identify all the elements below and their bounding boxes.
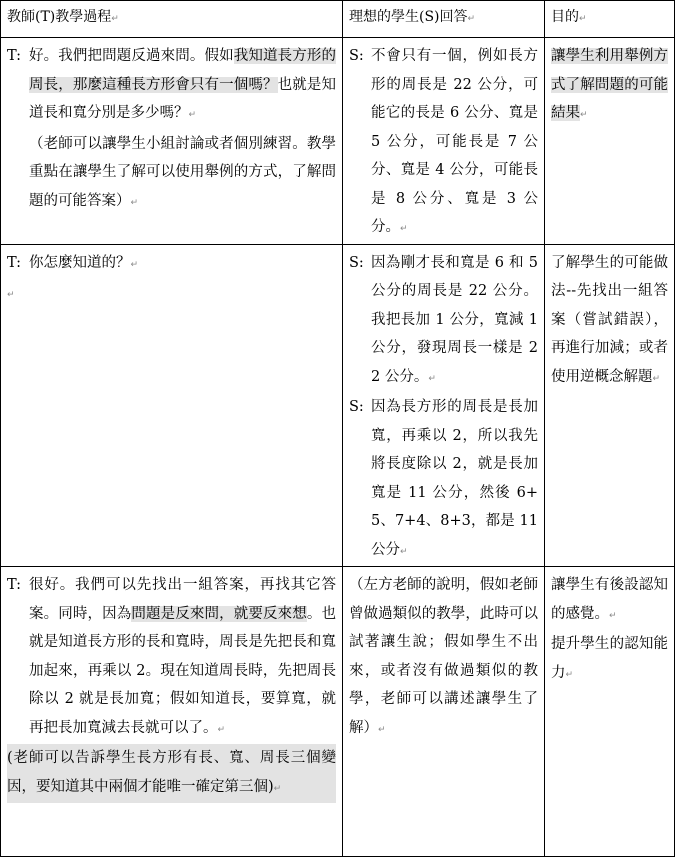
- highlighted-text: 讓學生利用舉例方式了解問題的可能結果: [551, 48, 668, 121]
- teacher-note: （老師可以讓學生小組討論或者個別練習。教學重點在讓學生了解可以使用舉例的方式，了解問題的可能答案）↵: [29, 135, 336, 209]
- student-cell: [343, 38, 545, 245]
- teacher-utterance: T: 很好。我們可以先找出一組答案，再找其它答案。同時，因為問題是反來問，就要反來想。也就是知道長方形的長和寬時，周長是先把長和寬加起來，再乘以 2。現在知道周長時，先把周長除以 2 就是長加寬；假如知道長，要算寬，就再把長加寬減去長就可以了。↵: [7, 571, 336, 744]
- teacher-utterance: T: 你怎麼知道的？↵: [7, 249, 336, 280]
- student-cell: [343, 567, 545, 857]
- table-row: [1, 567, 675, 857]
- student-cell: [343, 244, 545, 567]
- purpose-cell: 讓學生有後設認知的感覺。↵ 提升學生的認知能力↵: [545, 567, 675, 857]
- student-note: （左方老師的說明，假如老師曾做過類似的教學，此時可以試著讓生說；假如學生不出來，或者沒有做過類似的教學，老師可以講述讓學生了解）↵: [349, 577, 538, 736]
- teacher-utterance: T: 好。我們把問題反過來問。假如我知道長方形的周長，那麼這種長方形會只有一個嗎？也就是知道長和寬分別是多少嗎？↵: [7, 42, 336, 130]
- highlighted-text: 問題是反來問，就要反來想: [131, 605, 307, 622]
- table-row: [1, 38, 675, 245]
- table-row: [1, 244, 675, 567]
- speaker-label: S:: [349, 399, 364, 415]
- teacher-cell: [1, 567, 343, 857]
- teacher-cell: [1, 38, 343, 245]
- teacher-cell: T: 你怎麼知道的？↵ ↵: [1, 244, 343, 567]
- highlighted-text: 我知道長方形的周長，那麼這種長方形會只有一個嗎？: [29, 48, 336, 93]
- header-row: [1, 1, 675, 38]
- speaker-label: S:: [349, 254, 364, 271]
- speaker-label: S:: [349, 48, 364, 64]
- header-purpose: 目的↵: [545, 1, 675, 38]
- purpose-cell: 了解學生的可能做法--先找出一組答案（嘗試錯誤），再進行加減；或者使用逆概念解題↵: [545, 244, 675, 567]
- student-answer: S: 不會只有一個，例如長方形的周長是 22 公分，可能它的長是 6 公分、寬是 5 公分，可能長是 7 公分、寬是 4 公分，可能長是 8 公分、寬是 3 公分。↵: [349, 42, 538, 244]
- speaker-label: T:: [7, 48, 22, 64]
- header-teacher: 教師(T)教學過程↵: [1, 1, 343, 38]
- teacher-note: (老師可以告訴學生長方形有長、寬、周長三個變因，要知道其中兩個才能唯一確定第三個)↵: [7, 744, 336, 803]
- purpose-cell: 讓學生利用舉例方式了解問題的可能結果↵: [545, 38, 675, 245]
- student-answer: S: 因為長方形的周長是長加寬，再乘以 2，所以我先將長度除以 2，就是長加寬是 11 公分，然後 6+5、7+4、8+3，都是 11 公分↵: [349, 393, 538, 566]
- header-student: 理想的學生(S)回答↵: [343, 1, 545, 38]
- student-answer: S: 因為剛才長和寬是 6 和 5 公分的周長是 22 公分。我把長加 1 公分，寬減 1 公分，發現周長一樣是 22 公分。↵: [349, 249, 538, 394]
- speaker-label: T:: [7, 577, 22, 593]
- speaker-label: T:: [7, 254, 22, 271]
